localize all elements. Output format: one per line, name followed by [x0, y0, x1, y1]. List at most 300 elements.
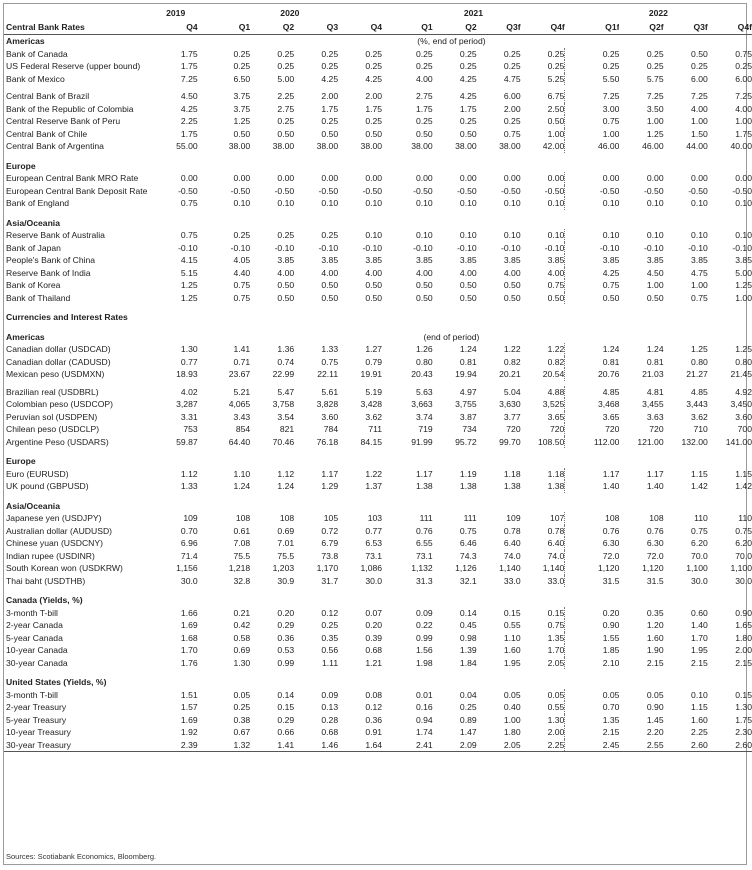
table-cell: 19.94 — [455, 369, 477, 379]
table-cell: 0.39 — [365, 632, 383, 643]
table-cell: 1,140 — [499, 563, 521, 573]
table-cell: 4.00 — [321, 267, 339, 278]
table-cell: 1.60 — [503, 645, 521, 655]
table-cell: 3,455 — [642, 399, 664, 409]
table-cell: 0.75 — [547, 280, 565, 290]
table-cell: 0.22 — [415, 620, 433, 630]
table-cell: 103 — [367, 513, 383, 523]
section-unit — [338, 676, 565, 689]
table-cell: 0.25 — [459, 702, 477, 712]
table-cell: -0.10 — [178, 242, 198, 253]
table-cell: 0.25 — [459, 116, 477, 126]
table-cell: -0.10 — [413, 242, 433, 253]
table-cell: 1.46 — [294, 739, 338, 752]
table-cell: 2.25 — [521, 739, 565, 752]
table-cell: 4.00 — [547, 267, 565, 278]
table-cell: 3.85 — [547, 255, 565, 265]
table-cell: 0.25 — [503, 116, 521, 126]
table-cell: 6.40 — [503, 538, 521, 548]
table-cell: 6.55 — [415, 538, 433, 548]
table-cell: 0.00 — [735, 173, 752, 183]
table-cell: 0.25 — [321, 61, 339, 71]
table-row — [4, 368, 752, 381]
table-cell: 1.80 — [735, 632, 752, 643]
table-cell: 5.00 — [735, 267, 752, 278]
table-cell: 0.25 — [646, 48, 664, 59]
table-cell: 2.55 — [619, 739, 663, 752]
row-label: 30-year Treasury — [4, 739, 154, 752]
table-cell: 784 — [323, 424, 339, 434]
row-label: Chilean peso (USDCLP) — [6, 424, 100, 434]
table-cell: 720 — [649, 424, 664, 434]
row-label: Indian rupee (USDINR) — [6, 550, 95, 561]
table-cell: 0.90 — [646, 702, 664, 712]
year-header-row — [4, 6, 752, 20]
table-cell: 1.75 — [365, 103, 383, 114]
table-row — [4, 537, 752, 550]
row-label: 30-year Canada — [6, 657, 68, 668]
table-cell: 1.51 — [180, 689, 198, 700]
table-cell: 0.10 — [459, 230, 477, 240]
table-cell: 108 — [565, 512, 620, 525]
table-cell: 3.60 — [735, 411, 752, 422]
table-row — [4, 619, 752, 632]
table-cell: 0.50 — [459, 128, 477, 139]
section-unit — [338, 217, 565, 230]
table-cell: 6.79 — [321, 538, 339, 548]
table-cell: 1.92 — [180, 727, 198, 737]
table-cell: 20.54 — [542, 369, 565, 379]
table-cell: 30.0 — [691, 575, 708, 586]
table-cell: 0.25 — [459, 61, 477, 71]
table-cell: 1.65 — [735, 620, 752, 630]
table-cell: 0.15 — [503, 607, 521, 618]
table-cell: 3.74 — [415, 411, 433, 422]
table-cell: 1.18 — [547, 468, 565, 479]
table-cell: 1.84 — [459, 657, 477, 668]
table-cell: 0.50 — [321, 128, 339, 139]
table-cell: 1.25 — [691, 344, 708, 354]
table-cell: 0.89 — [459, 714, 477, 725]
year-2019: 2019 — [166, 7, 186, 18]
table-cell: 3,287 — [176, 399, 198, 409]
table-cell: 31.7 — [321, 575, 339, 586]
table-cell: 30.9 — [277, 575, 295, 586]
table-cell: 0.00 — [277, 173, 295, 183]
table-cell: 0.75 — [180, 198, 198, 208]
table-row — [4, 632, 752, 645]
table-row — [4, 172, 752, 185]
table-cell: -0.50 — [318, 185, 339, 196]
table-cell: 1.29 — [321, 481, 339, 491]
table-cell: 3.00 — [565, 103, 620, 116]
table-cell: 720 — [549, 424, 565, 434]
table-cell: 1.47 — [459, 727, 477, 737]
table-cell: 719 — [418, 424, 433, 434]
table-row — [4, 575, 752, 588]
table-row — [4, 267, 752, 280]
table-cell: 1.38 — [547, 481, 565, 491]
table-cell: -0.10 — [501, 242, 521, 253]
section-gap — [4, 493, 752, 500]
table-cell: 121.00 — [637, 436, 664, 447]
table-cell: 3.62 — [691, 411, 708, 422]
table-row — [4, 279, 752, 292]
table-cell: 4.25 — [459, 91, 477, 101]
table-cell: 1.75 — [735, 128, 752, 139]
table-cell: 0.25 — [365, 61, 383, 71]
table-cell: 854 — [235, 424, 251, 434]
table-row — [4, 607, 752, 620]
table-cell: 1.25 — [180, 292, 198, 303]
table-cell: 38.00 — [316, 141, 339, 151]
table-row — [4, 644, 752, 657]
section-header — [4, 35, 752, 48]
table-cell: 3.43 — [233, 411, 251, 422]
row-label: 5-year Treasury — [6, 714, 67, 725]
table-row — [4, 197, 752, 210]
table-cell: 1.95 — [503, 657, 521, 668]
table-cell: 0.35 — [321, 632, 339, 643]
table-cell: 3,630 — [499, 399, 521, 409]
table-cell: 73.8 — [321, 550, 339, 561]
table-cell: 6.20 — [691, 538, 708, 548]
table-cell: 4.25 — [459, 73, 477, 84]
row-label: Japanese yen (USDJPY) — [6, 513, 102, 523]
table-cell: 720 — [506, 424, 521, 434]
table-cell: 1.33 — [321, 344, 339, 354]
table-cell: 0.14 — [277, 689, 295, 700]
table-cell: 32.8 — [233, 575, 251, 586]
table-cell: 1,132 — [411, 563, 433, 573]
row-label: 10-year Treasury — [6, 727, 71, 737]
table-cell: 0.25 — [233, 230, 251, 240]
table-cell: -0.10 — [544, 242, 565, 253]
table-cell: 6.53 — [365, 538, 383, 548]
row-label: Euro (EURUSD) — [6, 468, 69, 479]
table-cell: 0.05 — [547, 689, 565, 700]
table-cell: 3.85 — [415, 255, 433, 265]
table-cell: -0.10 — [565, 242, 620, 255]
table-cell: 4.00 — [365, 267, 383, 278]
table-cell: 0.60 — [691, 607, 708, 618]
table-cell: 1.56 — [415, 645, 433, 655]
table-cell: 5.15 — [180, 267, 198, 278]
section-header — [4, 311, 752, 324]
table-cell: 2.30 — [735, 727, 752, 737]
table-cell: 1,086 — [360, 563, 383, 573]
table-cell: 21.27 — [686, 369, 708, 379]
table-cell: 6.46 — [459, 538, 477, 548]
table-cell: 38.00 — [360, 141, 383, 151]
section-unit — [338, 160, 565, 173]
table-cell: 30.0 — [180, 575, 198, 586]
table-cell: 0.13 — [321, 702, 339, 712]
table-cell: 5.63 — [415, 386, 433, 397]
table-cell: 1.75 — [415, 103, 433, 114]
section-unit — [338, 455, 565, 468]
table-cell: 1.38 — [503, 481, 521, 491]
table-cell: 5.47 — [277, 386, 295, 397]
quarter-header: Q4f — [708, 20, 752, 35]
table-cell: 0.25 — [321, 48, 339, 59]
section-title: United States (Yields, %) — [6, 677, 107, 687]
table-cell: 0.25 — [233, 61, 251, 71]
table-cell: 2.15 — [565, 726, 620, 739]
section-title: Europe — [6, 456, 36, 466]
table-cell: 1.38 — [459, 481, 477, 491]
table-cell: 1.26 — [415, 344, 433, 354]
table-cell: 0.00 — [415, 173, 433, 183]
table-cell: 3,428 — [360, 399, 383, 409]
table-cell: 4.00 — [735, 103, 752, 114]
table-cell: -0.50 — [413, 185, 433, 196]
table-cell: 64.40 — [228, 436, 251, 447]
table-cell: 95.72 — [455, 436, 477, 447]
table-cell: 7.25 — [691, 91, 708, 101]
table-cell: 1.38 — [415, 481, 433, 491]
table-cell: 4.05 — [233, 255, 251, 265]
table-cell: 0.75 — [691, 525, 708, 536]
table-cell: 1.80 — [503, 727, 521, 737]
table-row — [4, 562, 752, 575]
table-cell: 4.88 — [547, 386, 565, 397]
table-cell: 38.00 — [272, 141, 295, 151]
table-cell: 0.72 — [321, 525, 339, 536]
table-cell: 0.25 — [735, 61, 752, 71]
table-cell: 72.0 — [646, 550, 664, 561]
table-cell: 2.00 — [321, 91, 339, 101]
table-row — [4, 90, 752, 103]
table-cell: 0.99 — [277, 657, 295, 668]
table-cell: 0.50 — [277, 292, 295, 303]
table-row — [4, 739, 752, 752]
table-cell: 0.55 — [503, 620, 521, 630]
table-cell: 1.15 — [691, 702, 708, 712]
table-cell: 91.99 — [411, 436, 433, 447]
table-cell: 46.00 — [642, 141, 664, 151]
table-cell: 6.50 — [233, 73, 251, 84]
section-header — [4, 594, 752, 607]
table-cell: 1.18 — [503, 468, 521, 479]
table-cell: 1.75 — [459, 103, 477, 114]
table-cell: 3.62 — [365, 411, 383, 422]
table-cell: 75.5 — [233, 550, 251, 561]
row-label: Canadian dollar (USDCAD) — [6, 344, 111, 354]
table-cell: 0.79 — [365, 356, 383, 367]
table-cell: 0.00 — [459, 173, 477, 183]
table-cell: 1.41 — [233, 344, 251, 354]
section-header — [4, 331, 752, 344]
row-label: 10-year Canada — [6, 645, 68, 655]
table-row — [4, 242, 752, 255]
table-cell: 0.25 — [565, 48, 620, 61]
row-label: Brazilian real (USDBRL) — [6, 386, 99, 397]
table-cell: 1.20 — [646, 620, 664, 630]
table-cell: 0.25 — [321, 230, 339, 240]
table-cell: 3.85 — [277, 255, 295, 265]
table-cell: 5.19 — [365, 386, 383, 397]
table-cell: 4.85 — [565, 386, 620, 399]
table-cell: 1.45 — [646, 714, 664, 725]
table-row — [4, 525, 752, 538]
table-cell: 31.5 — [646, 575, 664, 586]
table-cell: 734 — [462, 424, 477, 434]
table-cell: 1.30 — [547, 714, 565, 725]
table-cell: 73.1 — [415, 550, 433, 561]
table-cell: 0.29 — [277, 714, 295, 725]
quarter-header: Q1f — [565, 20, 620, 35]
table-cell: 1.40 — [565, 480, 620, 493]
table-cell: 0.10 — [415, 230, 433, 240]
table-cell: 1.85 — [565, 644, 620, 657]
table-cell: 0.58 — [233, 632, 251, 643]
table-row — [4, 140, 752, 153]
table-cell: 1,140 — [542, 563, 565, 573]
table-cell: 5.21 — [233, 386, 251, 397]
table-cell: 1.42 — [735, 481, 752, 491]
table-row — [4, 115, 752, 128]
table-cell: -0.50 — [457, 185, 477, 196]
table-cell: 31.5 — [565, 575, 620, 588]
table-cell: 0.68 — [365, 645, 383, 655]
table-cell: 6.75 — [547, 91, 565, 101]
table-row — [4, 48, 752, 61]
table-cell: 0.16 — [415, 702, 433, 712]
table-cell: 3,758 — [272, 399, 295, 409]
table-cell: 4.85 — [691, 386, 708, 397]
table-cell: 3.63 — [646, 411, 664, 422]
row-label: Mexican peso (USDMXN) — [6, 369, 105, 379]
table-cell: 3.85 — [321, 255, 339, 265]
table-cell: 0.14 — [459, 607, 477, 618]
table-cell: -0.50 — [501, 185, 521, 196]
table-row — [4, 356, 752, 369]
table-cell: 42.00 — [542, 141, 565, 151]
table-row — [4, 726, 752, 739]
year-2022: 2022 — [648, 7, 668, 18]
table-cell: 1,126 — [455, 563, 477, 573]
table-cell: 0.80 — [415, 356, 433, 367]
table-cell: 0.10 — [459, 198, 477, 208]
table-cell: 1.24 — [646, 344, 664, 354]
table-cell: 3,755 — [455, 399, 477, 409]
table-cell: 4.00 — [415, 267, 433, 278]
section-header — [4, 160, 752, 173]
table-cell: 1.00 — [646, 116, 664, 126]
row-label: Bank of Korea — [6, 280, 61, 290]
table-cell: 3,525 — [542, 399, 565, 409]
table-row — [4, 411, 752, 424]
table-cell: 0.53 — [277, 645, 295, 655]
table-cell: 55.00 — [176, 141, 198, 151]
row-label: People's Bank of China — [6, 255, 96, 265]
table-cell: 33.0 — [503, 575, 521, 586]
table-cell: 3.75 — [233, 91, 251, 101]
table-cell: 1.60 — [691, 714, 708, 725]
table-cell: 21.03 — [642, 369, 664, 379]
table-cell: 33.0 — [547, 575, 565, 586]
table-cell: 0.12 — [321, 607, 339, 618]
table-cell: 6.00 — [503, 91, 521, 101]
section-gap — [4, 210, 752, 217]
table-cell: 1.33 — [180, 481, 198, 491]
table-cell: 2.00 — [365, 91, 383, 101]
section-unit — [338, 500, 565, 513]
table-cell: 0.56 — [321, 645, 339, 655]
table-cell: 30.0 — [365, 575, 383, 586]
table-cell: 1.70 — [691, 632, 708, 643]
table-cell: 1.00 — [735, 292, 752, 303]
table-cell: 0.98 — [459, 632, 477, 643]
row-label: Bank of the Republic of Colombia — [6, 103, 134, 114]
table-cell: 1,120 — [565, 562, 620, 575]
table-cell: 1,170 — [316, 563, 339, 573]
table-cell: 1.35 — [547, 632, 565, 643]
table-cell: 0.21 — [233, 607, 251, 618]
table-cell: 1,203 — [272, 563, 295, 573]
table-cell: 2.20 — [646, 727, 664, 737]
table-cell: 0.09 — [415, 607, 433, 618]
table-cell: 20.43 — [411, 369, 433, 379]
table-cell: 5.04 — [503, 386, 521, 397]
table-cell: 109 — [183, 513, 198, 523]
table-cell: -0.50 — [362, 185, 383, 196]
table-cell: 1.42 — [691, 481, 708, 491]
table-cell: 112.00 — [565, 436, 620, 449]
table-cell: 20.76 — [565, 368, 620, 381]
table-cell: 0.76 — [415, 525, 433, 536]
table-cell: 0.50 — [415, 292, 433, 303]
row-label: Argentine Peso (USDARS) — [6, 436, 109, 447]
table-cell: 0.00 — [646, 173, 664, 183]
table-cell: 0.82 — [547, 356, 565, 367]
table-cell: 2.00 — [735, 645, 752, 655]
quarter-header: Q3f — [664, 20, 708, 35]
table-cell: 32.1 — [459, 575, 477, 586]
table-cell: 0.10 — [691, 689, 708, 700]
table-cell: 0.04 — [459, 689, 477, 700]
row-label: Reserve Bank of Australia — [6, 230, 105, 240]
table-row — [4, 343, 752, 356]
table-cell: 1,120 — [642, 563, 664, 573]
table-cell: 0.69 — [233, 645, 251, 655]
table-cell: 0.78 — [547, 525, 565, 536]
table-cell: 0.80 — [691, 356, 708, 367]
table-row — [4, 689, 752, 702]
table-cell: 0.76 — [646, 525, 664, 536]
table-cell: 70.0 — [735, 550, 752, 561]
table-cell: 2.41 — [382, 739, 433, 752]
table-cell: 0.50 — [547, 116, 565, 126]
table-cell: -0.50 — [732, 185, 752, 196]
table-row — [4, 386, 752, 399]
table-cell: 1.68 — [180, 632, 198, 643]
table-cell: 0.91 — [365, 727, 383, 737]
section-gap — [4, 153, 752, 160]
table-cell: 1.57 — [180, 702, 198, 712]
table-cell: 3,443 — [686, 399, 708, 409]
table-cell: 5.00 — [277, 73, 295, 84]
section-unit: (%, end of period) — [417, 36, 486, 46]
table-cell: 0.25 — [233, 48, 251, 59]
table-cell: 1.15 — [691, 468, 708, 479]
table-cell: 1.69 — [180, 620, 198, 630]
table-cell: 0.10 — [415, 198, 433, 208]
table-cell: 6.96 — [180, 538, 198, 548]
table-cell: 0.05 — [503, 689, 521, 700]
table-cell: 0.50 — [415, 280, 433, 290]
